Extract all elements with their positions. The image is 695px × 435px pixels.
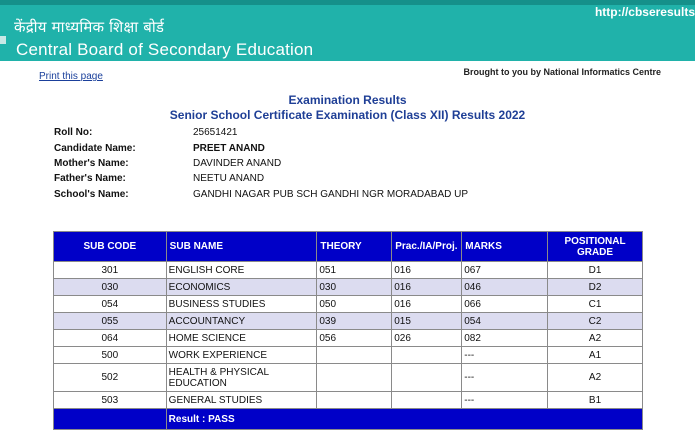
school-value: GANDHI NAGAR PUB SCH GANDHI NGR MORADABAD UP [193, 188, 469, 200]
school-row [54, 187, 468, 202]
cell-grade: A2 [548, 364, 643, 392]
mother-label: Mother's Name: [54, 157, 129, 169]
credit-text: Brought to you by National Informatics Centre [463, 67, 661, 77]
cell-prac: 026 [392, 330, 462, 347]
cell-code: 500 [54, 347, 167, 364]
roll-row [54, 125, 468, 140]
cell-theory [317, 392, 392, 409]
cell-name: BUSINESS STUDIES [166, 296, 317, 313]
header-top-strip [0, 0, 695, 5]
table-row [54, 347, 643, 364]
mother-value: DAVINDER ANAND [193, 157, 282, 169]
header-marks: MARKS [462, 232, 548, 262]
candidate-value: PREET ANAND [193, 142, 265, 154]
cell-prac [392, 347, 462, 364]
student-info [54, 125, 468, 202]
cell-grade: C2 [548, 313, 643, 330]
roll-label: Roll No: [54, 127, 93, 139]
cell-grade: A2 [548, 330, 643, 347]
header-prac: Prac./IA/Proj. [392, 232, 462, 262]
cell-grade: D1 [548, 262, 643, 279]
table-row [54, 364, 643, 392]
hindi-title: केंद्रीय माध्यमिक शिक्षा बोर्ड [14, 18, 165, 36]
cell-marks: 054 [462, 313, 548, 330]
cell-marks: --- [462, 364, 548, 392]
header-theory: THEORY [317, 232, 392, 262]
cell-name: WORK EXPERIENCE [166, 347, 317, 364]
cell-name: HEALTH & PHYSICAL EDUCATION [166, 364, 317, 392]
father-value: NEETU ANAND [193, 173, 265, 185]
cell-theory [317, 347, 392, 364]
cell-grade: D2 [548, 279, 643, 296]
father-row [54, 171, 468, 186]
cell-code: 503 [54, 392, 167, 409]
cell-code: 064 [54, 330, 167, 347]
header-sub-code: SUB CODE [54, 232, 167, 262]
cell-marks: 066 [462, 296, 548, 313]
print-page-link[interactable]: Print this page [39, 71, 103, 82]
cell-code: 030 [54, 279, 167, 296]
cell-code: 301 [54, 262, 167, 279]
cell-theory: 051 [317, 262, 392, 279]
cell-prac: 015 [392, 313, 462, 330]
table-row [54, 279, 643, 296]
header-edge-mark [0, 36, 6, 44]
cell-name: ENGLISH CORE [166, 262, 317, 279]
cell-name: HOME SCIENCE [166, 330, 317, 347]
cell-theory: 030 [317, 279, 392, 296]
candidate-label: Candidate Name: [54, 142, 136, 154]
table-row [54, 313, 643, 330]
cell-theory: 056 [317, 330, 392, 347]
cell-name: ACCOUNTANCY [166, 313, 317, 330]
result-text: Result : PASS [166, 409, 642, 430]
table-header-row [54, 232, 643, 262]
cell-marks: 046 [462, 279, 548, 296]
result-spacer [54, 409, 167, 430]
cell-grade: A1 [548, 347, 643, 364]
cell-prac [392, 392, 462, 409]
mother-row [54, 156, 468, 171]
cell-marks: --- [462, 347, 548, 364]
page-title: Examination Results [288, 93, 407, 107]
cell-code: 055 [54, 313, 167, 330]
table-row [54, 392, 643, 409]
cell-marks: --- [462, 392, 548, 409]
table-row [54, 296, 643, 313]
school-label: School's Name: [54, 188, 129, 200]
cell-code: 054 [54, 296, 167, 313]
table-row [54, 330, 643, 347]
cell-prac [392, 364, 462, 392]
cell-prac: 016 [392, 296, 462, 313]
english-title: Central Board of Secondary Education [16, 40, 314, 59]
table-row [54, 262, 643, 279]
result-row [54, 409, 643, 430]
cell-prac: 016 [392, 279, 462, 296]
cell-theory: 050 [317, 296, 392, 313]
roll-value: 25651421 [193, 127, 238, 139]
marks-table [53, 231, 643, 430]
cell-code: 502 [54, 364, 167, 392]
cell-name: GENERAL STUDIES [166, 392, 317, 409]
cell-prac: 016 [392, 262, 462, 279]
page-subtitle: Senior School Certificate Examination (Class XII) Results 2022 [169, 108, 526, 122]
cell-marks: 082 [462, 330, 548, 347]
header-sub-name: SUB NAME [166, 232, 317, 262]
cell-grade: C1 [548, 296, 643, 313]
url-text: http://cbseresults [594, 5, 695, 19]
cell-theory [317, 364, 392, 392]
cell-name: ECONOMICS [166, 279, 317, 296]
father-label: Father's Name: [54, 173, 126, 185]
header-positional-grade: POSITIONAL GRADE [548, 232, 643, 262]
cell-marks: 067 [462, 262, 548, 279]
cell-theory: 039 [317, 313, 392, 330]
candidate-row [54, 140, 468, 155]
cell-grade: B1 [548, 392, 643, 409]
site-header [0, 0, 695, 61]
